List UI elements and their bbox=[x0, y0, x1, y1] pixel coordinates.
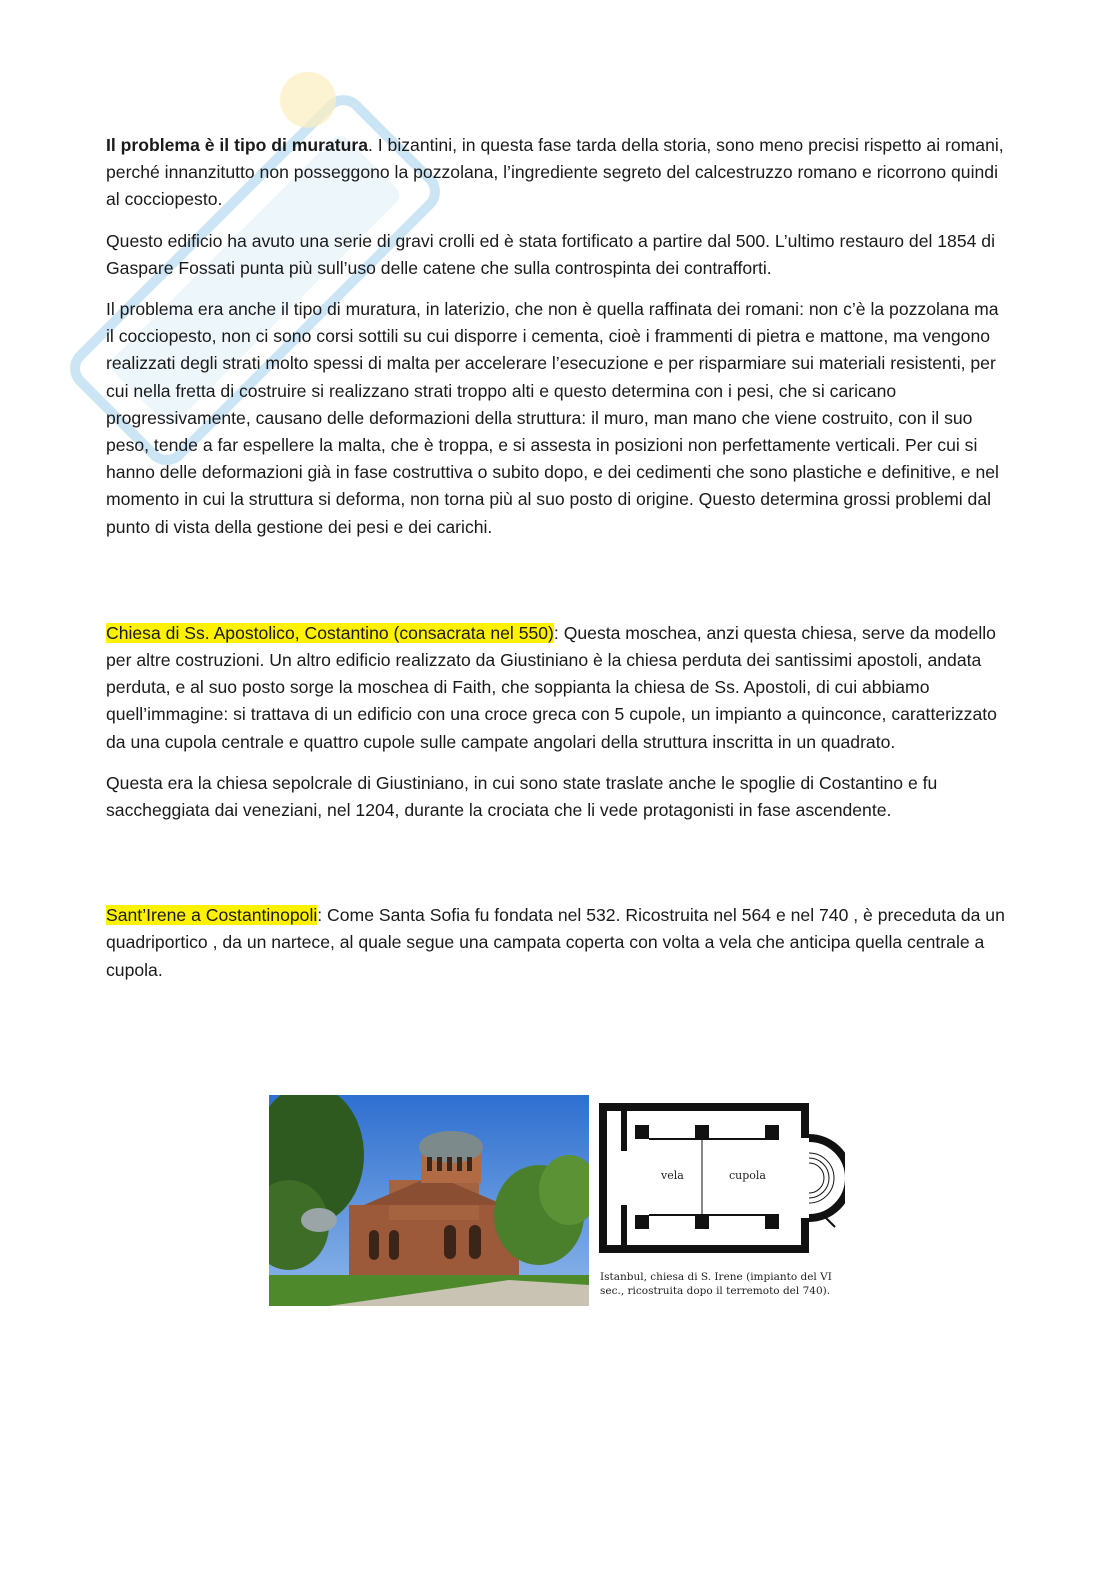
paragraph-crolli: Questo edificio ha avuto una serie di gravi crolli ed è stata fortificato a partire dal 500. L’ultimo restauro del 1854 di Gaspare Fossati punta più sull’uso delle catene che sulla controspinta dei contrafforti. bbox=[106, 230, 995, 278]
church-photo-icon bbox=[269, 1095, 589, 1306]
bold-lead: Il problema è il tipo di muratura bbox=[106, 135, 368, 155]
highlighted-heading-irene: Sant’Irene a Costantinopoli bbox=[106, 905, 318, 926]
paragraph-laterizio: Il problema era anche il tipo di muratura, in laterizio, che non è quella raffinata dei romani: non c’è la pozzolana ma il cocciopesto, non ci sono corsi sottili su cui disporre i cementa, cioè i frammenti di pietra e mattone, ma vengono realizzati degli strati molto spessi di malta per accelerare l’esecuzione e per risparmiare sui materiali resistenti, per cui nella fretta di costruire si realizzano strati troppo alti e questo determina con i pesi, che si caricano progressivamente, causano delle deformazioni della struttura: il muro, man mano che viene costruito, con il suo peso, tende a far espellere la malta, che è troppa, e si assesta in posizioni non perfettamente verticali. Per cui si hanno delle deformazioni già in fase costruttiva o subito dopo, e dei cedimenti che sono plastiche e definitive, e nel momento in cui la struttura si deforma, non torna più al suo posto di origine. Questo determina grossi problemi dal punto di vista della gestione dei pesi e dei carichi. bbox=[106, 299, 999, 537]
paragraph-sepolcrale: Questa era la chiesa sepolcrale di Giustiniano, in cui sono state traslate anche le spoglie di Costantino e fu saccheggiata dai veneziani, nel 1204, durante la crociata che li vede protagonisti in fase ascendente. bbox=[106, 772, 938, 821]
plan-label-cupola: cupola bbox=[729, 1169, 766, 1182]
paragraph-text: . I bizantini, in questa fase tarda della storia, sono meno precisi rispetto ai romani, perché innanzitutto non posseggono la pozzolana, l’ingrediente segreto del calcestruzzo romano e ricorrono quindi al cocciopesto. bbox=[106, 135, 1004, 210]
section-apostoli bbox=[106, 620, 1006, 756]
highlighted-heading-apostoli: Chiesa di Ss. Apostolico, Costantino (consacrata nel 550) bbox=[106, 622, 554, 643]
figures-row bbox=[269, 1095, 849, 1311]
plan-caption: Istanbul, chiesa di S. Irene (impianto del VI sec., ricostruita dopo il terremoto del 740). bbox=[600, 1271, 832, 1297]
section-text: : Come Santa Sofia fu fondata nel 532. Ricostruita nel 564 e nel 740 , è preceduta da un quadriportico , da un nartece, al quale segue una campata coperta con volta a vela che anticipa quella centrale a cupola. bbox=[106, 905, 1005, 980]
section-irene bbox=[106, 902, 1006, 984]
plan-label-vela: vela bbox=[661, 1169, 684, 1182]
paragraph-muratura bbox=[106, 132, 1006, 214]
floor-plan-icon bbox=[595, 1095, 845, 1311]
section-text: : Questa moschea, anzi questa chiesa, serve da modello per altre costruzioni. Un altro edificio realizzato da Giustiniano è la chiesa perduta dei santissimi apostoli, andata perduta, e al suo posto sorge la moschea di Faith, che soppianta la chiesa de Ss. Apostoli, di cui abbiamo quell’immagine: si trattava di un edificio con una croce greca con 5 cupole, un impianto a quinconce, caratterizzato da una cupola centrale e quattro cupole sulle campate angolari della struttura inscritta in un quadrato. bbox=[106, 622, 997, 752]
document-body bbox=[106, 132, 1006, 984]
